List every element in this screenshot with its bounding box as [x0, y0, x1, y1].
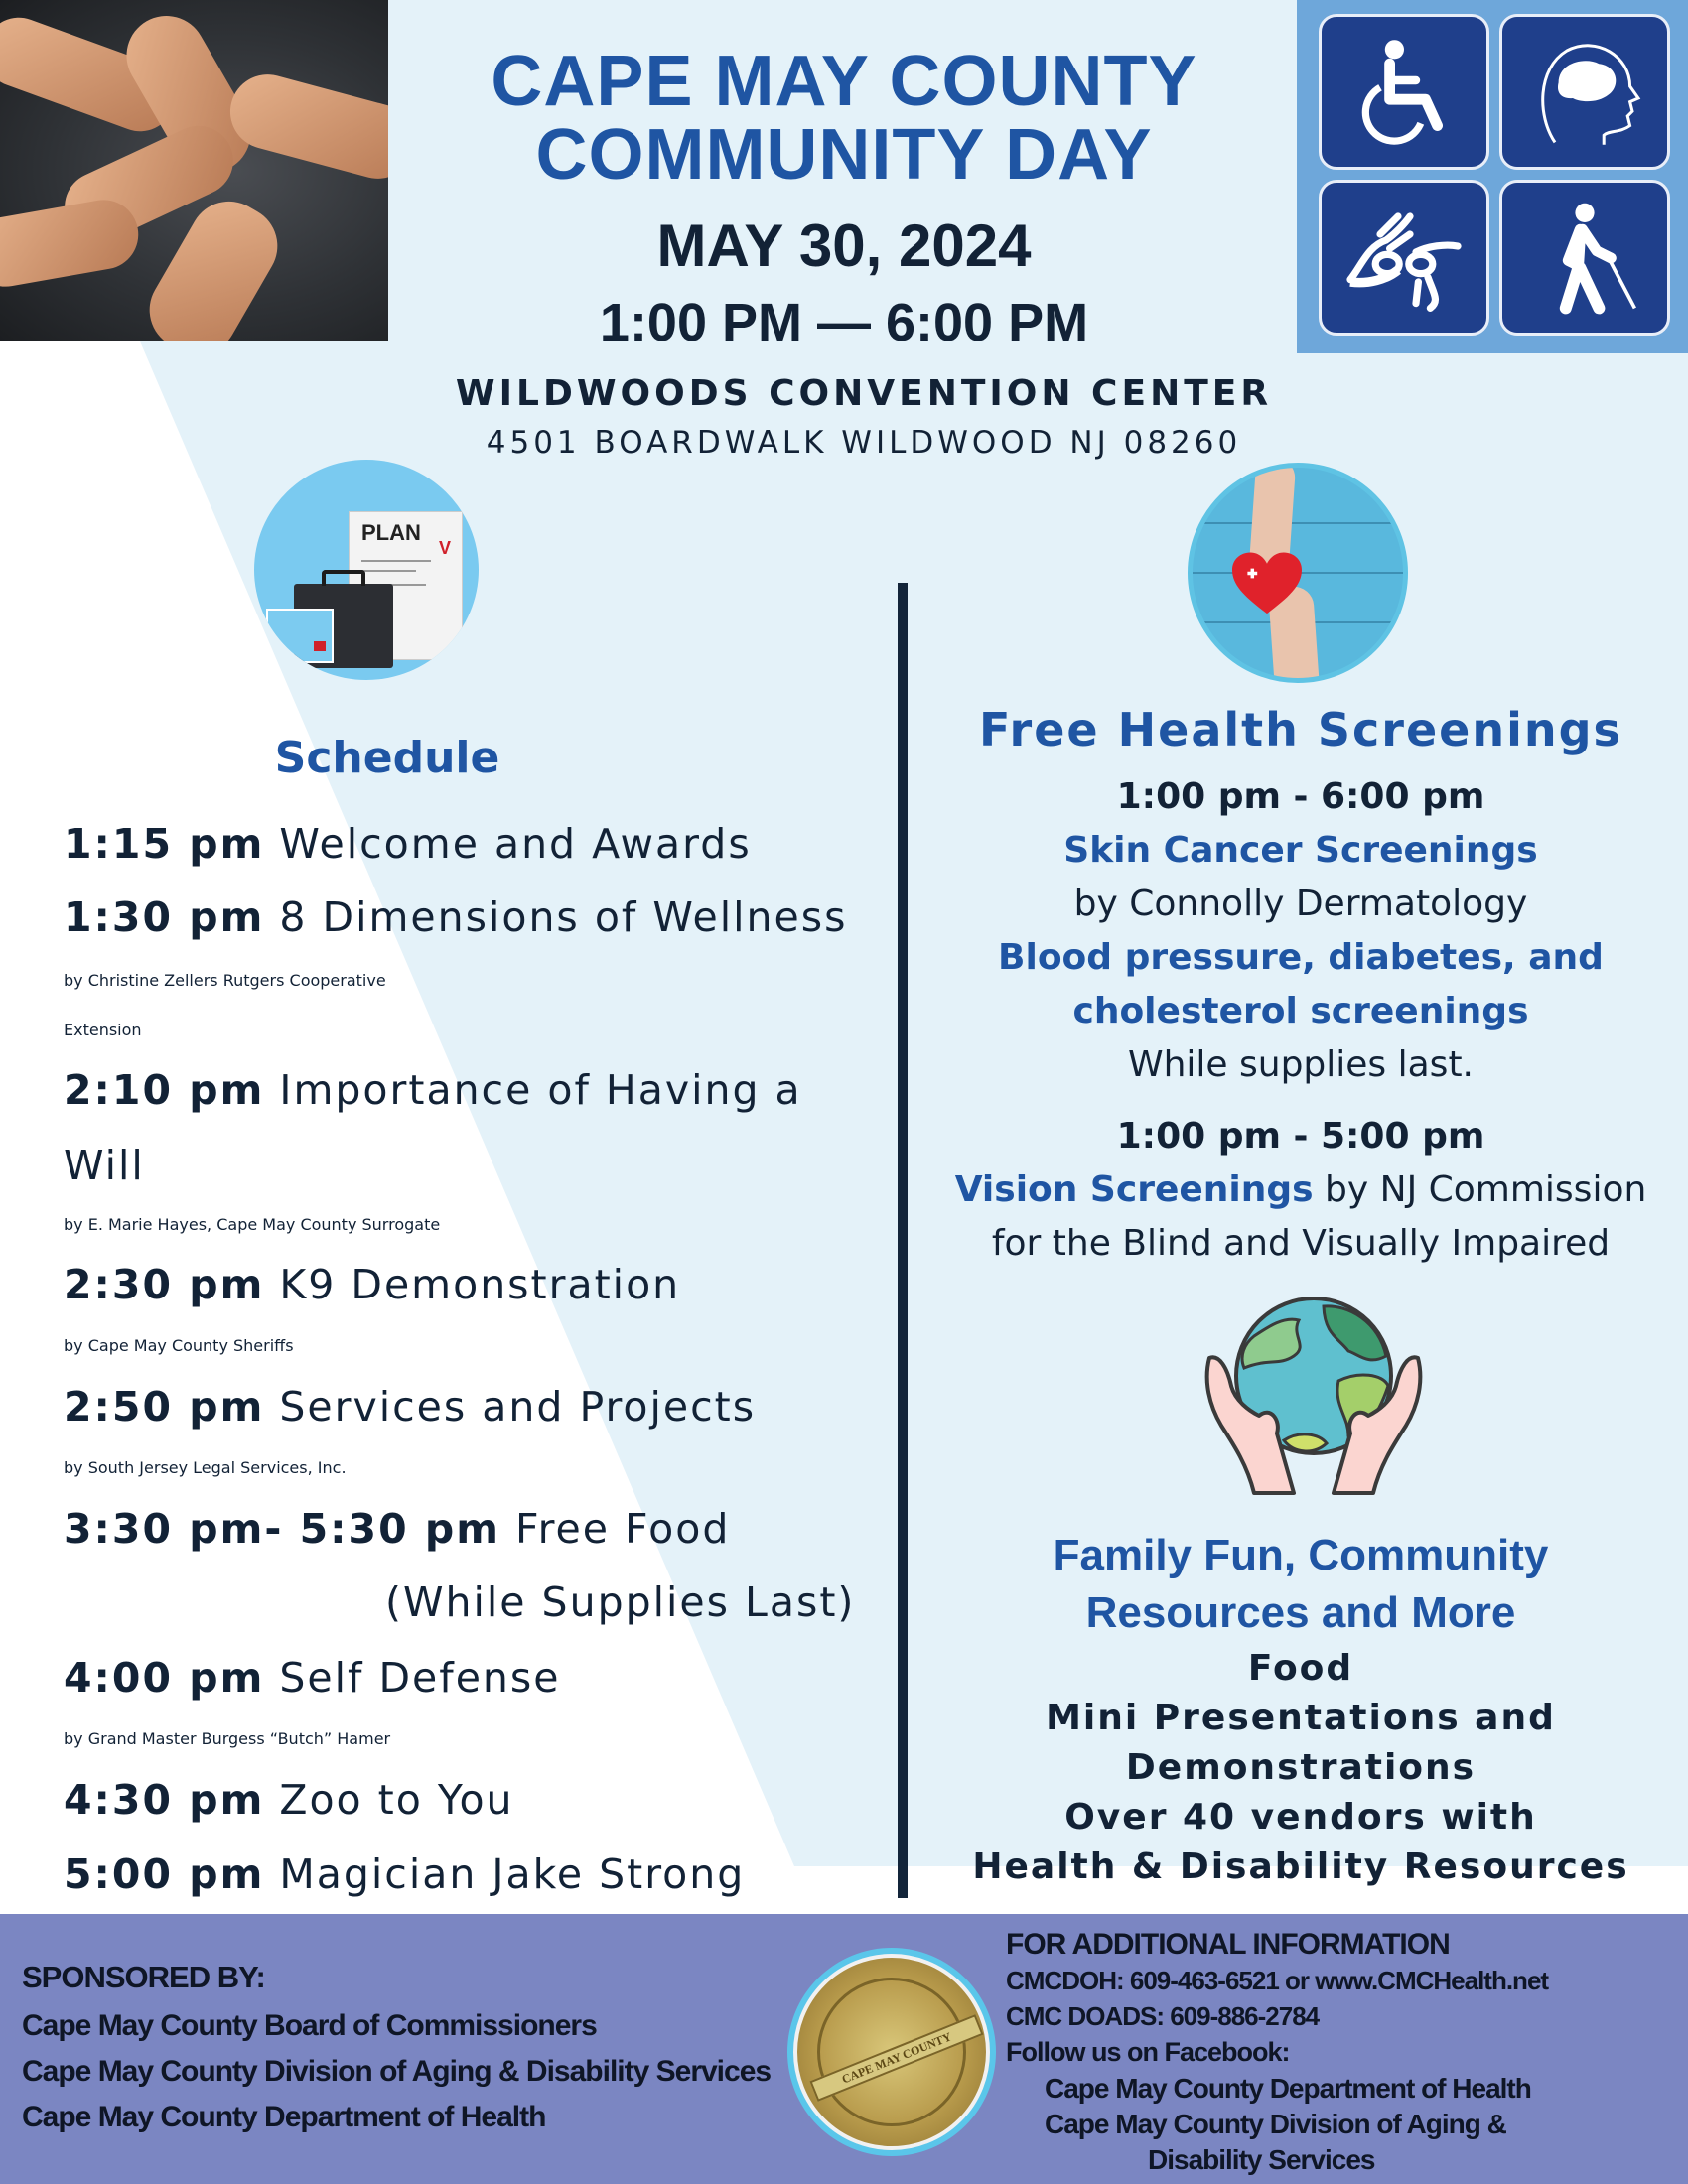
bp-screening-note: While supplies last.: [1127, 1044, 1474, 1085]
brain-head-icon: [1499, 14, 1670, 170]
vision-screening-line1: [933, 1169, 1668, 1210]
schedule-item: [64, 893, 888, 941]
schedule-time: 4:00 pm: [64, 1654, 265, 1702]
vision-screening-provider-cont: for the Blind and Visually Impaired: [991, 1223, 1611, 1264]
event-time: 1:00 PM — 6:00 PM: [599, 293, 1089, 352]
screenings-heading: Free Health Screenings: [979, 703, 1622, 756]
event-venue: WILDWOODS CONVENTION CENTER: [455, 373, 1273, 414]
schedule-item: [64, 1066, 888, 1114]
schedule-presenter: by Cape May County Sheriffs: [64, 1336, 294, 1355]
seal-text: CAPE MAY COUNTY: [809, 2014, 983, 2102]
schedule-title-cont: (While Supplies Last): [385, 1578, 856, 1626]
schedule-time: 5:00 pm: [64, 1850, 265, 1898]
schedule-title: Zoo to You: [279, 1776, 514, 1824]
calendar-icon: [266, 609, 334, 663]
schedule-time: 2:50 pm: [64, 1383, 265, 1431]
skin-cancer-title: Skin Cancer Screenings: [1063, 830, 1538, 871]
bp-screening-title-2: cholesterol screenings: [1072, 991, 1529, 1031]
schedule-title: Free Food: [515, 1505, 731, 1553]
doads-contact[interactable]: CMC DOADS: 609-886-2784: [1006, 2001, 1320, 2031]
schedule-presenter: by Grand Master Burgess “Butch” Hamer: [64, 1729, 391, 1748]
schedule-presenter: by South Jersey Legal Services, Inc.: [64, 1458, 347, 1477]
schedule-presenter: by Christine Zellers Rutgers Cooperative: [64, 971, 386, 990]
schedule-title: Welcome and Awards: [279, 820, 752, 868]
schedule-time: 2:30 pm: [64, 1261, 265, 1308]
sponsored-heading: SPONSORED BY:: [22, 1960, 265, 1994]
screening-time-2: 1:00 pm - 5:00 pm: [1116, 1116, 1485, 1157]
schedule-title: Self Defense: [279, 1654, 561, 1702]
schedule-item: [64, 820, 888, 868]
skin-cancer-provider: by Connolly Dermatology: [1073, 884, 1528, 924]
schedule-time: 2:10 pm: [64, 1066, 265, 1114]
wheelchair-icon: [1319, 14, 1489, 170]
hands-together-photo: [0, 0, 388, 341]
sponsor-item: Cape May County Board of Commissioners: [22, 2009, 597, 2042]
column-divider: [898, 583, 908, 1898]
family-heading-line2: Resources and More: [1085, 1588, 1516, 1637]
schedule-title: 8 Dimensions of Wellness: [279, 893, 848, 941]
sponsor-item: Cape May County Department of Health: [22, 2101, 546, 2133]
heart-in-hands-photo: [1188, 463, 1408, 683]
family-item: Over 40 vendors with: [1064, 1797, 1537, 1838]
facebook-page[interactable]: Cape May County Department of Health: [1045, 2073, 1531, 2104]
plan-calendar-icon: [254, 460, 479, 680]
info-heading: FOR ADDITIONAL INFORMATION: [1006, 1928, 1450, 1961]
facebook-page-cont[interactable]: Disability Services: [1148, 2144, 1375, 2175]
sign-language-icon: [1319, 180, 1489, 336]
schedule-item: [64, 1776, 888, 1824]
schedule-item: [64, 1850, 888, 1898]
cmcdoh-contact[interactable]: CMCDOH: 609-463-6521 or www.CMCHealth.net: [1006, 1966, 1549, 1995]
facebook-page[interactable]: Cape May County Division of Aging &: [1045, 2109, 1506, 2139]
family-heading-line1: Family Fun, Community: [1053, 1531, 1549, 1579]
facebook-label: Follow us on Facebook:: [1006, 2037, 1290, 2067]
event-title-line1: CAPE MAY COUNTY: [491, 42, 1197, 121]
schedule-title: Importance of Having a: [279, 1066, 802, 1114]
schedule-title: K9 Demonstration: [279, 1261, 681, 1308]
family-item: Mini Presentations and: [1046, 1698, 1556, 1738]
family-item: Demonstrations: [1125, 1747, 1477, 1788]
family-item: Food: [1247, 1648, 1354, 1689]
bp-screening-title-1: Blood pressure, diabetes, and: [998, 937, 1604, 978]
blind-cane-icon: [1499, 180, 1670, 336]
family-item: Health & Disability Resources: [972, 1846, 1629, 1887]
schedule-title: Magician Jake Strong: [279, 1850, 746, 1898]
plan-label: PLAN: [361, 520, 421, 545]
sponsor-item: Cape May County Division of Aging & Disability Services: [22, 2055, 772, 2088]
schedule-title-cont: Will: [64, 1142, 145, 1189]
screening-time-1: 1:00 pm - 6:00 pm: [1116, 776, 1485, 817]
check-mark: V: [439, 538, 452, 558]
county-seal: [787, 1948, 996, 2156]
hands-holding-globe-icon: [1199, 1297, 1428, 1495]
event-title-line2: COMMUNITY DAY: [535, 115, 1153, 195]
event-address: 4501 BOARDWALK WILDWOOD NJ 08260: [486, 425, 1242, 461]
schedule-presenter-cont: Extension: [64, 1021, 142, 1039]
schedule-heading: Schedule: [274, 733, 500, 783]
schedule-time: 3:30 pm- 5:30 pm: [64, 1505, 500, 1553]
schedule-item: [64, 1505, 888, 1553]
schedule-title: Services and Projects: [279, 1383, 757, 1431]
accessibility-icons-panel: [1297, 0, 1688, 353]
schedule-presenter: by E. Marie Hayes, Cape May County Surrogate: [64, 1215, 441, 1234]
schedule-time: 4:30 pm: [64, 1776, 265, 1824]
vision-screening-provider: by NJ Commission: [1313, 1169, 1647, 1210]
schedule-item: [64, 1654, 888, 1702]
schedule-item: [64, 1383, 888, 1431]
schedule-time: 1:30 pm: [64, 893, 265, 941]
vision-screening-title: Vision Screenings: [954, 1169, 1314, 1210]
heart-icon: [1232, 552, 1302, 615]
event-date: MAY 30, 2024: [656, 212, 1032, 279]
schedule-time: 1:15 pm: [64, 820, 265, 868]
schedule-item: [64, 1261, 888, 1308]
